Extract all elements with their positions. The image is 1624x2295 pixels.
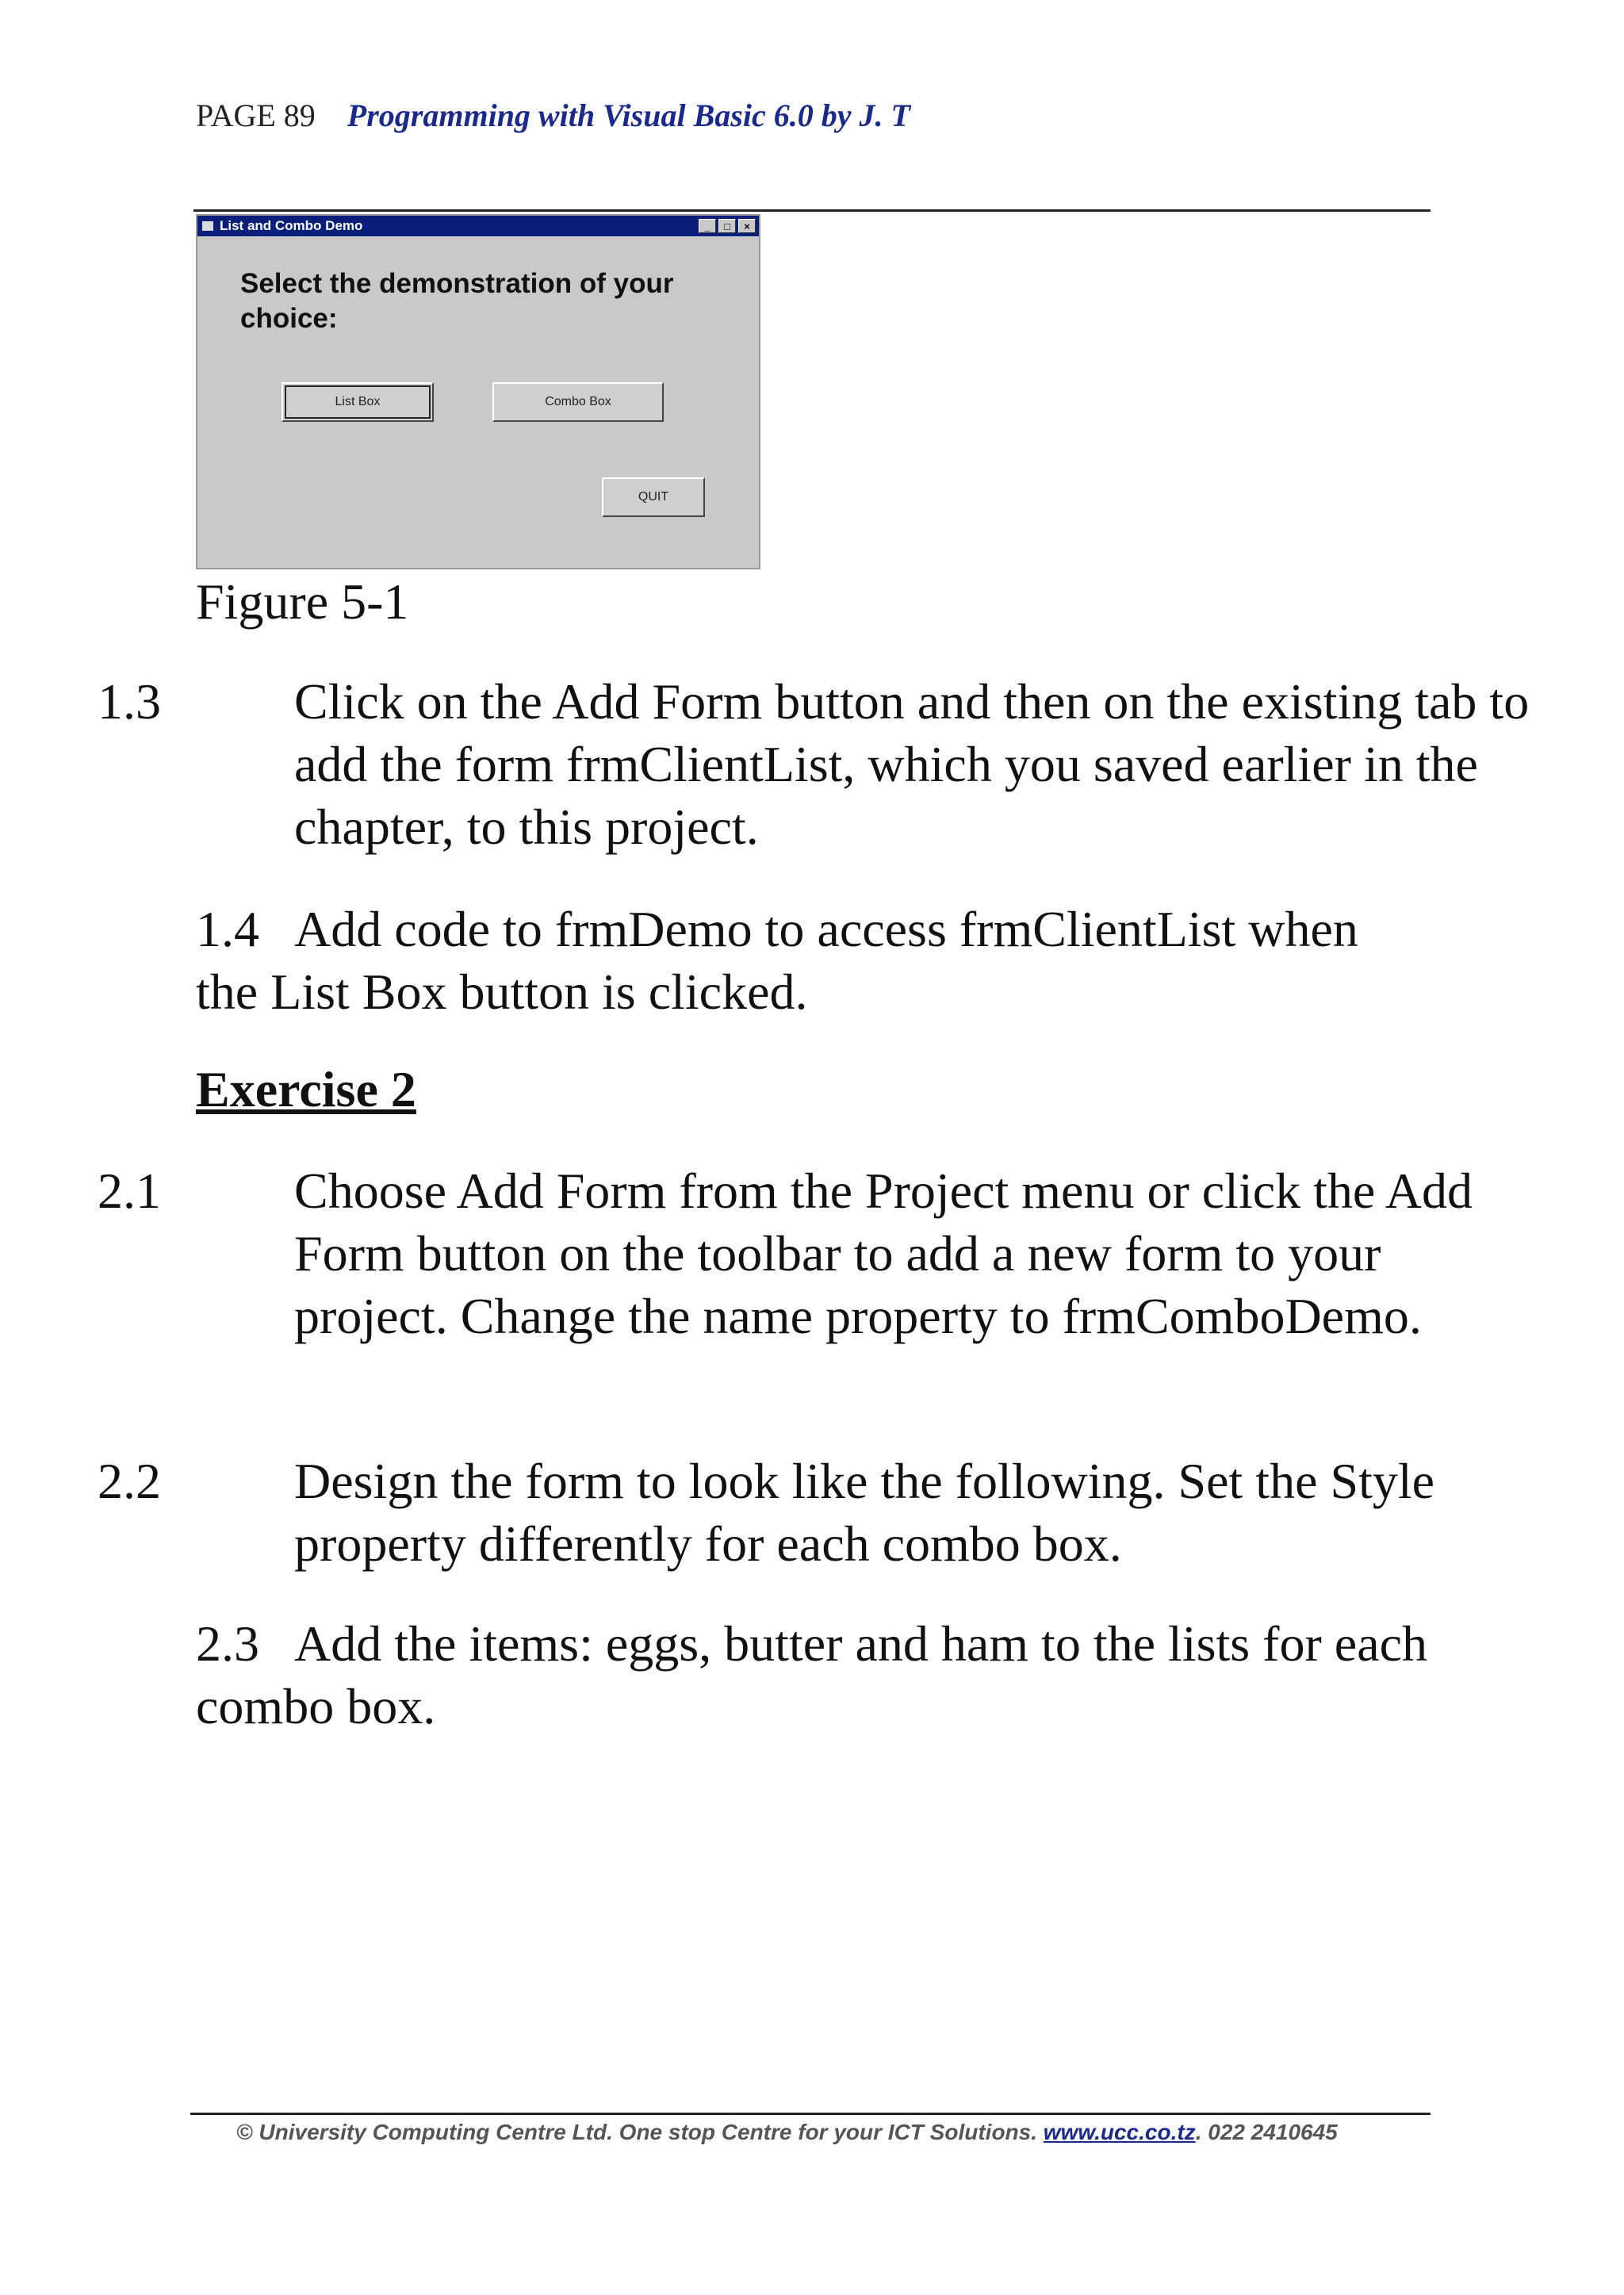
step-number: 2.3 <box>196 1615 259 1672</box>
step-text: Add code to frmDemo to access frmClientList when the List Box button is clicked. <box>196 901 1358 1020</box>
step-2-3 <box>196 1612 1433 1738</box>
step-1-4 <box>196 898 1433 1023</box>
app-icon <box>202 221 213 231</box>
window-title: List and Combo Demo <box>220 218 363 233</box>
step-2-2 <box>98 1450 1531 1575</box>
maximize-icon[interactable]: □ <box>718 219 736 233</box>
header-rule <box>193 209 1431 212</box>
exercise-heading: Exercise 2 <box>196 1061 416 1117</box>
window-titlebar <box>197 216 759 236</box>
figure-window <box>196 214 760 569</box>
step-number: 2.1 <box>98 1163 161 1219</box>
footer-rule <box>190 2113 1431 2115</box>
page-header <box>196 97 910 134</box>
step-number: 1.3 <box>98 673 161 730</box>
window-prompt: Select the demonstration of your choice: <box>240 268 674 334</box>
list-box-button[interactable]: List Box <box>282 382 434 422</box>
step-number: 1.4 <box>196 901 259 957</box>
page-footer <box>236 2120 1338 2145</box>
close-icon[interactable]: × <box>738 219 756 233</box>
figure-caption: Figure 5-1 <box>196 573 409 630</box>
step-text: Click on the Add Form button and then on the existing tab to add the form frmClientList, which you saved earlier in the chapter, to this project. <box>294 673 1530 855</box>
minimize-icon[interactable]: _ <box>699 219 716 233</box>
footer-phone: . 022 2410645 <box>1195 2120 1338 2144</box>
step-number: 2.2 <box>98 1453 161 1509</box>
step-1-3 <box>98 670 1531 858</box>
page-number: PAGE 89 <box>196 98 316 133</box>
quit-button[interactable]: QUIT <box>602 477 705 517</box>
step-text: Choose Add Form from the Project menu or click the Add Form button on the toolbar to add a new form to your project. Change the name property to frmComboDemo. <box>294 1163 1473 1344</box>
step-text: Add the items: eggs, butter and ham to the lists for each combo box. <box>196 1615 1427 1734</box>
step-text: Design the form to look like the following. Set the Style property differently for each combo box. <box>294 1453 1435 1572</box>
step-2-1 <box>98 1159 1531 1347</box>
combo-box-button[interactable]: Combo Box <box>492 382 664 422</box>
footer-link[interactable]: www.ucc.co.tz <box>1043 2120 1196 2144</box>
footer-text: © University Computing Centre Ltd. One stop Centre for your ICT Solutions. <box>236 2120 1038 2144</box>
book-title: Programming with Visual Basic 6.0 by J. T <box>347 98 910 133</box>
